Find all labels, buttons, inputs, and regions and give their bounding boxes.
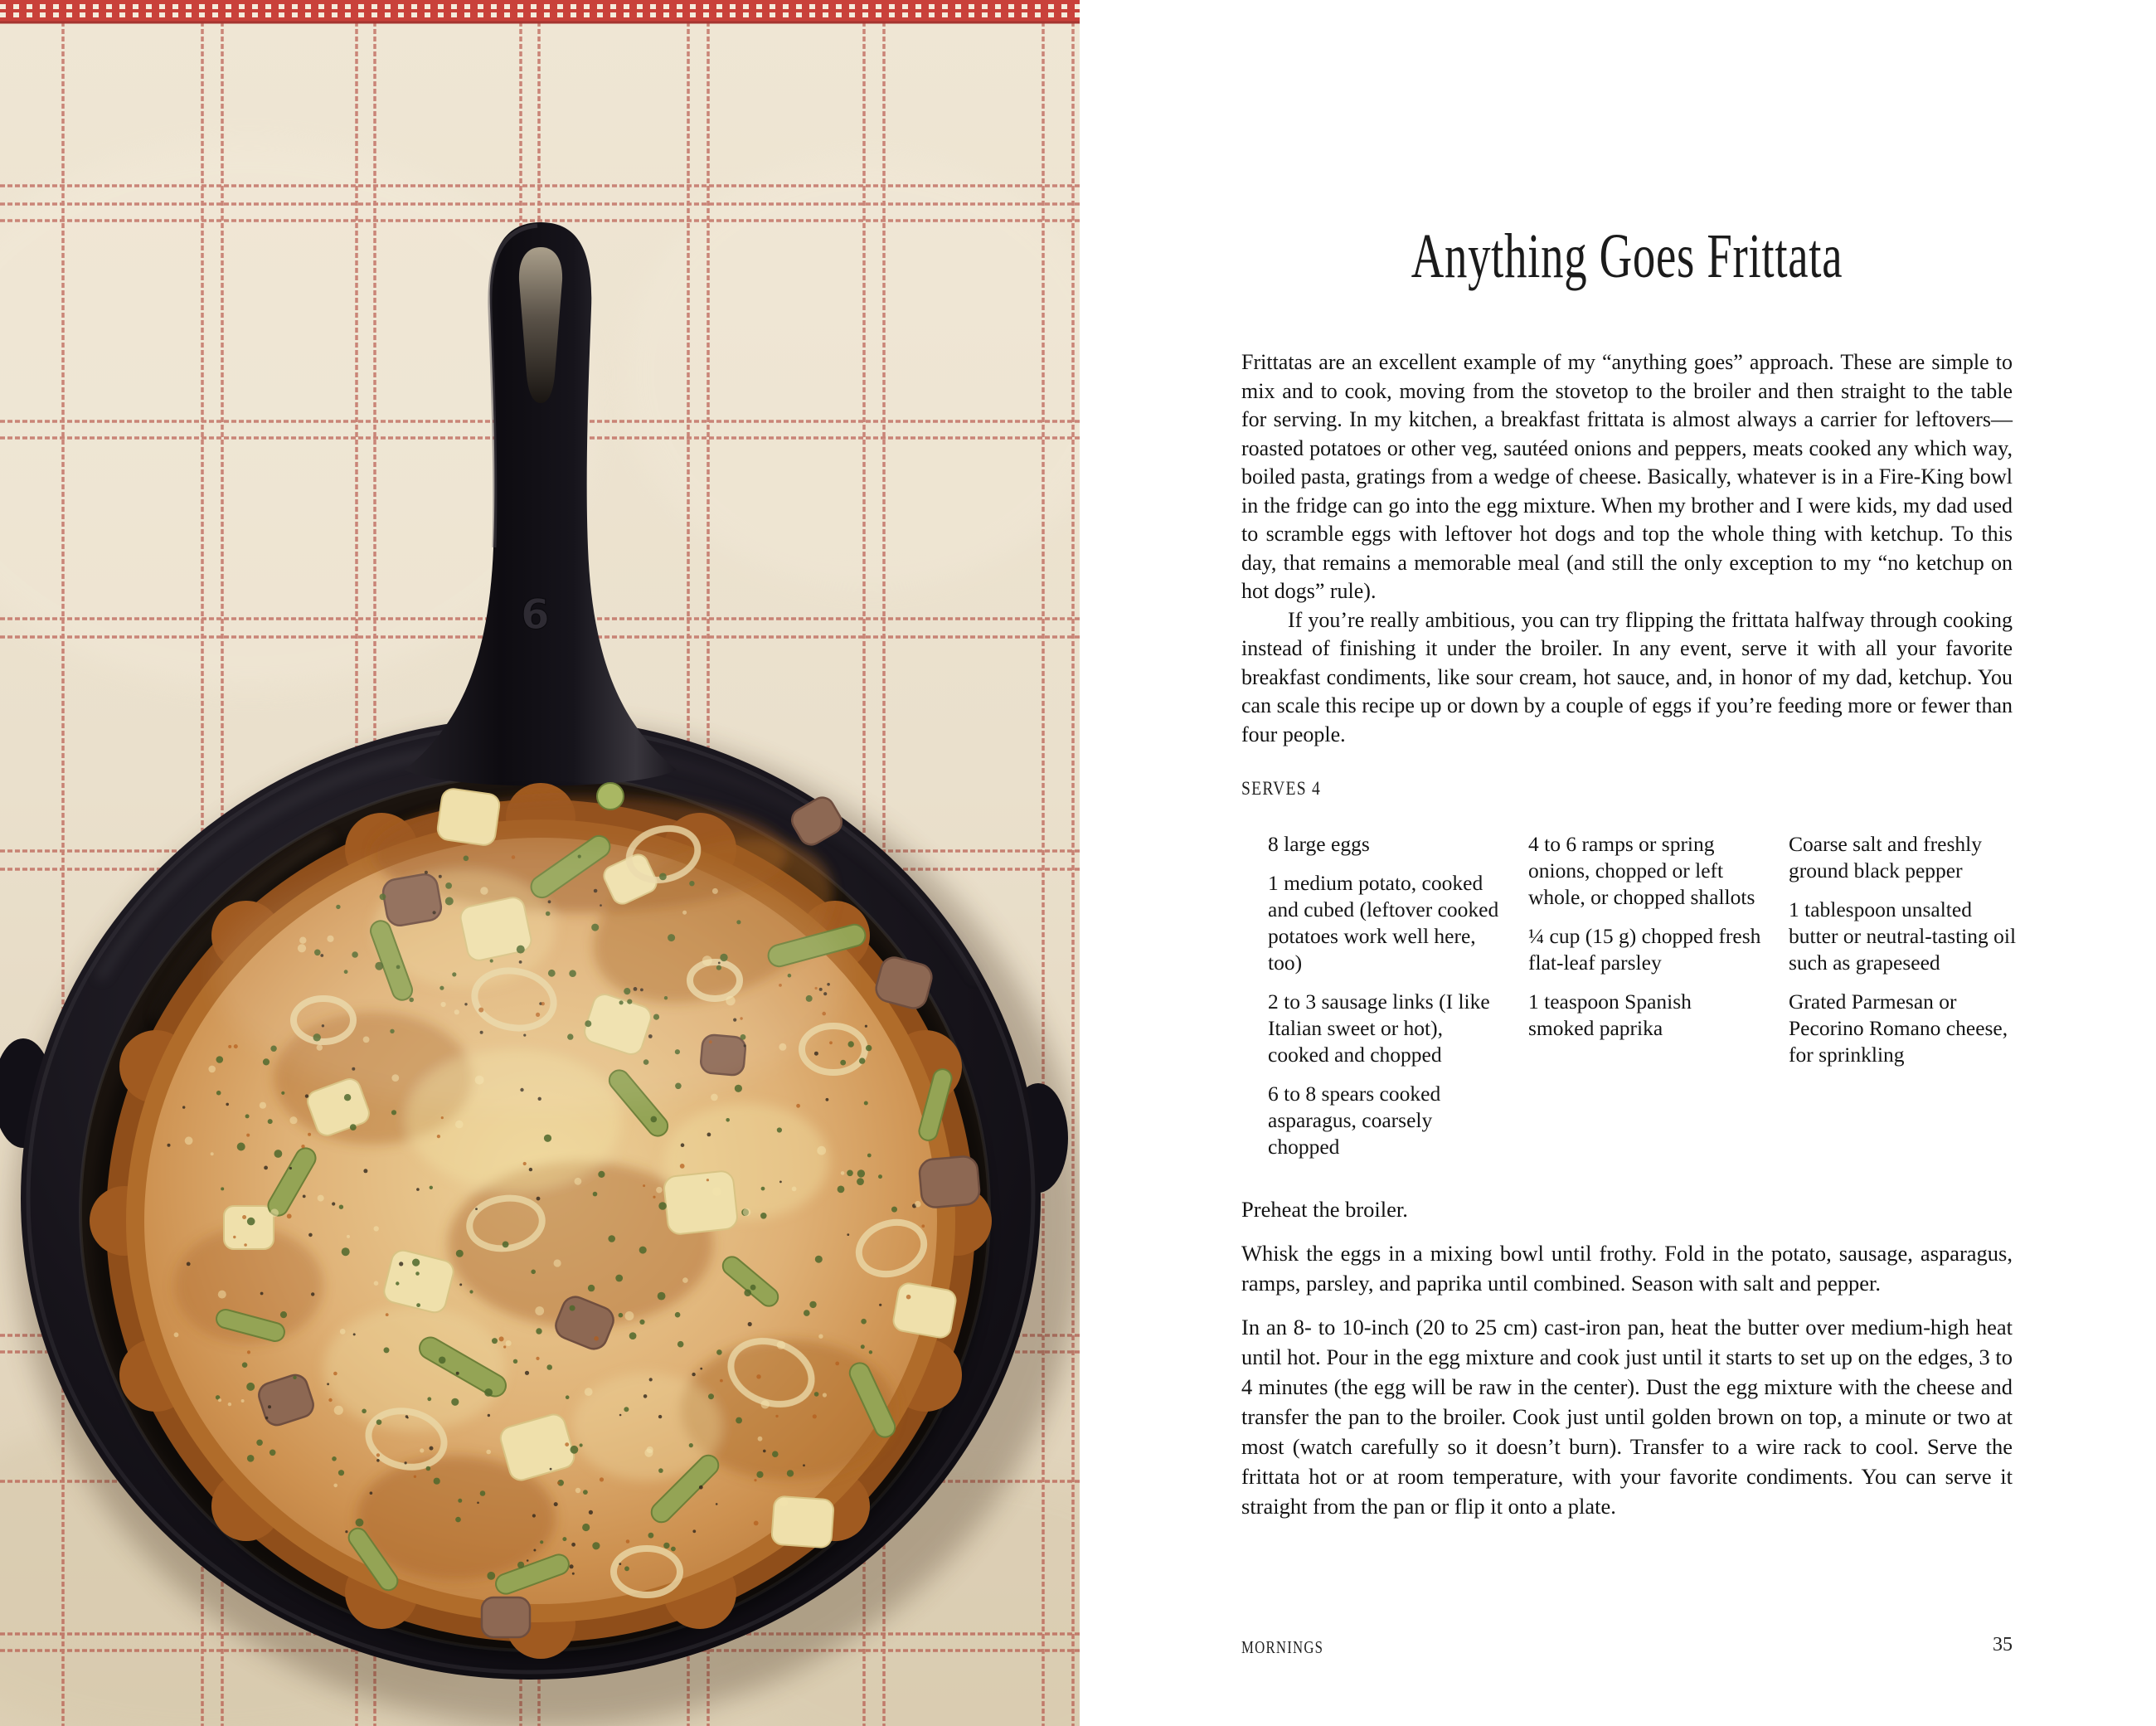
ingredient-item: 8 large eggs	[1268, 832, 1370, 856]
intro-paragraph: Frittatas are an excellent example of my “anything goes” approach. These are simple to mix and to cook, moving from the stovetop to the broiler and then straight to the table for serving. In my kitchen, a breakfast frittata is almost always a carrier for leftovers—roasted potatoes or other veg, sautéed onions and peppers, meats cooked any which way, boiled pasta, gratings from a wedge of cheese. Basically, whatever is in a Fire-King bowl in the fridge can go into the egg mixture. When my brother and I were kids, my dad used to scramble eggs with leftover hot dogs and top the whole thing with ketchup. To this day, that remains a memorable meal (and still the only exception to my “no ketchup on hot dogs” rule).	[1241, 350, 2013, 603]
instruction-step: Preheat the broiler.	[1241, 1197, 1408, 1222]
instructions	[1241, 1194, 2013, 1535]
instruction-step: Whisk the eggs in a mixing bowl until frothy. Fold in the potato, sausage, asparagus, ramps, parsley, and paprika until combined. Season with salt and pepper.	[1241, 1241, 2013, 1296]
recipe-intro	[1241, 348, 2013, 749]
frittata	[90, 783, 992, 1659]
ingredient-item: 2 to 3 sausage links (I like Italian sweet or hot), cooked and chopped	[1268, 989, 1490, 1067]
red-woven-border	[0, 0, 1080, 22]
footer-page-number: 35	[1993, 1634, 2013, 1656]
ingredients-column-2	[1528, 831, 1762, 1173]
instruction-step: In an 8- to 10-inch (20 to 25 cm) cast-iron pan, heat the butter over medium-high heat until hot. Pour in the egg mixture and cook just until it starts to set up on the edges, 3 to 4 minutes (the egg will be raw in the center). Dust the egg mixture with the cheese and transfer the pan to the broiler. Cook just until golden brown on top, a minute or two at most (watch carefully so it doesn’t burn). Transfer to a wire rack to cool. Serve the frittata hot or at room temperature, with your favorite condiments. You can serve it straight from the pan or flip it onto a plate.	[1241, 1315, 2013, 1519]
footer-section-label: MORNINGS	[1241, 1637, 1324, 1657]
ingredient-item: 1 teaspoon Spanish smoked paprika	[1528, 989, 1692, 1040]
recipe-title: Anything Goes Frittata	[1411, 221, 1843, 291]
ingredient-item: Grated Parmesan or Pecorino Romano cheese, for sprinkling	[1789, 989, 2008, 1067]
ingredients-column-1	[1268, 831, 1502, 1173]
skillet-size-mark: 6	[521, 591, 550, 639]
ingredient-item: 6 to 8 spears cooked asparagus, coarsely chopped	[1268, 1082, 1441, 1159]
ingredients-list	[1268, 831, 2017, 1173]
ingredient-item: 1 medium potato, cooked and cubed (leftover cooked potatoes work well here, too)	[1268, 871, 1499, 975]
ingredient-item: ¼ cup (15 g) chopped fresh flat-leaf parsley	[1528, 924, 1761, 975]
intro-paragraph: If you’re really ambitious, you can try flipping the frittata halfway through cooking instead of finishing it under the broiler. In any event, serve it with all your favorite breakfast condiments, like sour cream, hot sauce, and, in honor of my dad, ketchup. You can scale this recipe up or down by a couple of eggs if you’re feeding more or fewer than four people.	[1241, 607, 2013, 746]
serves-label: SERVES 4	[1241, 778, 1322, 799]
recipe-page	[1080, 0, 2156, 1726]
ingredient-item: Coarse salt and freshly ground black pepper	[1789, 832, 1982, 882]
ingredients-column-3	[1789, 831, 2022, 1173]
ingredient-item: 1 tablespoon unsalted butter or neutral-tasting oil such as grapeseed	[1789, 897, 2017, 975]
ingredient-item: 4 to 6 ramps or spring onions, chopped or left whole, or chopped shallots	[1528, 832, 1755, 909]
